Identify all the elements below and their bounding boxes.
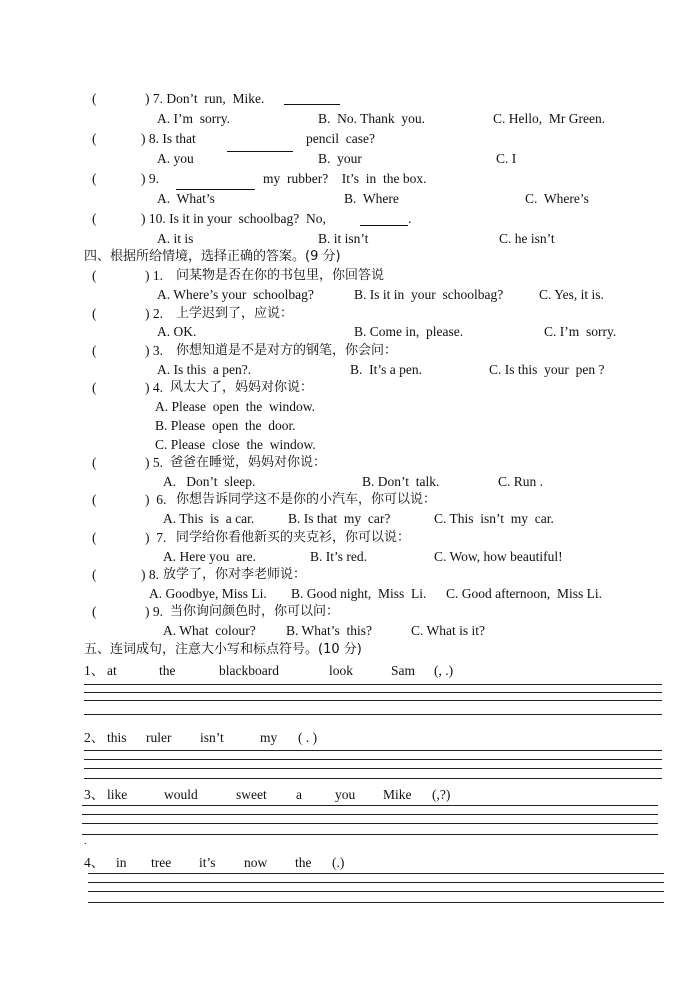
option-a: A. Where’s your schoolbag? xyxy=(157,287,314,302)
option-b: B. Is that my car? xyxy=(288,511,391,526)
answer-paren: ( xyxy=(92,211,97,226)
option-b: B. Please open the door. xyxy=(155,418,296,433)
stray-dot: . xyxy=(84,836,87,847)
option-b: B. it isn’t xyxy=(318,231,369,246)
option-b: B. Is it in your schoolbag? xyxy=(354,287,504,302)
s4-question-7-text: 同学给你看他新买的夹克衫，你可以说： xyxy=(176,530,411,545)
word: you xyxy=(335,787,356,802)
option-b: B. No. Thank you. xyxy=(318,111,425,126)
word: now xyxy=(244,855,268,870)
option-a: A. it is xyxy=(157,231,194,246)
writing-line[interactable] xyxy=(84,692,662,693)
s4-question-5-text: 爸爸在睡觉，妈妈对你说： xyxy=(170,455,327,470)
word: would xyxy=(164,787,198,802)
option-a: A. I’m sorry. xyxy=(157,111,230,126)
punctuation-hint: (,?) xyxy=(432,787,451,802)
answer-blank[interactable] xyxy=(176,188,255,190)
answer-paren: ( xyxy=(92,455,97,470)
writing-line[interactable] xyxy=(84,778,662,779)
writing-line[interactable] xyxy=(84,768,662,769)
s4-question-6-text: 你想告诉同学这不是你的小汽车，你可以说： xyxy=(176,492,437,507)
option-c: C. Yes, it is. xyxy=(539,287,604,302)
word: blackboard xyxy=(219,663,279,678)
option-a: A. What colour? xyxy=(163,623,256,638)
option-c: C. I xyxy=(496,151,517,166)
sentence-2-number: 2、 xyxy=(84,730,105,745)
word: like xyxy=(107,787,128,802)
writing-line[interactable] xyxy=(84,750,662,751)
writing-line[interactable] xyxy=(84,700,662,701)
option-a: A. Don’t sleep. xyxy=(163,474,256,489)
s4-question-4-text: 风太大了，妈妈对你说： xyxy=(170,380,314,395)
option-a: A. OK. xyxy=(157,324,197,339)
writing-line[interactable] xyxy=(88,902,664,903)
question-9: ) 9. xyxy=(141,171,159,186)
writing-line[interactable] xyxy=(88,882,664,883)
option-c: C. he isn’t xyxy=(499,231,555,246)
question-8: ) 8. Is that xyxy=(141,131,196,146)
word: at xyxy=(107,663,117,678)
word: Mike xyxy=(383,787,412,802)
sentence-3-number: 3、 xyxy=(84,787,105,802)
answer-paren: ( xyxy=(92,171,97,186)
answer-paren: ( xyxy=(92,131,97,146)
word: Sam xyxy=(391,663,416,678)
answer-paren: ( xyxy=(92,604,97,619)
option-b: B. Don’t talk. xyxy=(362,474,440,489)
answer-paren: ( xyxy=(92,567,97,582)
writing-line[interactable] xyxy=(84,684,662,685)
question-9-rest: my rubber? It’s in the box. xyxy=(263,171,427,186)
answer-paren: ( xyxy=(92,380,97,395)
sentence-1-number: 1、 xyxy=(84,663,105,678)
option-a: A. Is this a pen?. xyxy=(157,362,252,377)
writing-line[interactable] xyxy=(82,834,658,835)
writing-line[interactable] xyxy=(82,805,658,806)
word: look xyxy=(329,663,354,678)
answer-paren: ( xyxy=(92,91,97,106)
word: the xyxy=(159,663,176,678)
option-a: A. Please open the window. xyxy=(155,399,315,414)
word: in xyxy=(116,855,127,870)
s4-question-9: ) 9. xyxy=(145,604,163,619)
answer-paren: ( xyxy=(92,530,97,545)
writing-line[interactable] xyxy=(84,759,662,760)
s4-question-4: ) 4. xyxy=(145,380,163,395)
question-7: ) 7. Don’t run, Mike. xyxy=(145,91,265,106)
option-c: C. What is it? xyxy=(411,623,485,638)
option-b: B. Good night, Miss Li. xyxy=(291,586,427,601)
s4-question-1: ) 1. xyxy=(145,268,163,283)
s4-question-3-text: 你想知道是不是对方的钢笔，你会问： xyxy=(176,343,398,358)
section-4-title: 四、根据所给情境，选择正确的答案。(9 分) xyxy=(84,249,341,264)
word: my xyxy=(260,730,278,745)
word: sweet xyxy=(236,787,267,802)
word: the xyxy=(295,855,312,870)
answer-paren: ( xyxy=(92,268,97,283)
option-a: A. What’s xyxy=(157,191,215,206)
option-a: A. you xyxy=(157,151,194,166)
s4-question-1-text: 问某物是否在你的书包里，你回答说 xyxy=(176,268,385,283)
s4-question-7: ) 7. xyxy=(145,530,167,545)
s4-question-8-text: 放学了，你对李老师说： xyxy=(163,567,307,582)
option-c: C. Wow, how beautiful! xyxy=(434,549,563,564)
s4-question-6: ) 6. xyxy=(145,492,167,507)
answer-paren: ( xyxy=(92,492,97,507)
answer-paren: ( xyxy=(92,306,97,321)
option-c: C. Is this your pen ? xyxy=(489,362,605,377)
option-b: B. What’s this? xyxy=(286,623,372,638)
writing-line[interactable] xyxy=(84,714,662,715)
word: this xyxy=(107,730,127,745)
option-b: B. Where xyxy=(344,191,399,206)
punctuation-hint: ( . ) xyxy=(298,730,318,745)
answer-blank[interactable] xyxy=(227,150,293,152)
option-b: B. It’s a pen. xyxy=(350,362,422,377)
s4-question-9-text: 当你询问颜色时，你可以问： xyxy=(170,604,340,619)
s4-question-5: ) 5. xyxy=(145,455,163,470)
writing-line[interactable] xyxy=(82,814,658,815)
option-c: C. Where’s xyxy=(525,191,589,206)
option-b: B. Come in, please. xyxy=(354,324,464,339)
word: ruler xyxy=(146,730,172,745)
punctuation-hint: (.) xyxy=(332,855,345,870)
answer-blank[interactable] xyxy=(360,224,408,226)
option-a: A. Goodbye, Miss Li. xyxy=(149,586,267,601)
answer-paren: ( xyxy=(92,343,97,358)
sentence-4-number: 4、 xyxy=(84,855,105,870)
word: isn’t xyxy=(200,730,224,745)
period: . xyxy=(408,211,412,226)
word: a xyxy=(296,787,302,802)
punctuation-hint: (, .) xyxy=(434,663,454,678)
s4-question-2-text: 上学迟到了，应说： xyxy=(176,306,294,321)
option-c: C. Run . xyxy=(498,474,544,489)
word: tree xyxy=(151,855,172,870)
option-c: C. Please close the window. xyxy=(155,437,316,452)
answer-blank[interactable] xyxy=(284,103,340,105)
s4-question-8: ) 8. xyxy=(141,567,159,582)
writing-line[interactable] xyxy=(88,891,664,892)
writing-line[interactable] xyxy=(88,873,664,874)
question-8-rest: pencil case? xyxy=(306,131,375,146)
option-c: C. This isn’t my car. xyxy=(434,511,554,526)
option-b: B. It’s red. xyxy=(310,549,367,564)
option-a: A. Here you are. xyxy=(163,549,256,564)
option-c: C. Hello, Mr Green. xyxy=(493,111,606,126)
writing-line[interactable] xyxy=(82,823,658,824)
option-c: C. Good afternoon, Miss Li. xyxy=(446,586,602,601)
s4-question-2: ) 2. xyxy=(145,306,163,321)
s4-question-3: ) 3. xyxy=(145,343,163,358)
section-5-title: 五、连词成句，注意大小写和标点符号。(10 分) xyxy=(84,642,362,657)
option-c: C. I’m sorry. xyxy=(544,324,617,339)
word: it’s xyxy=(199,855,216,870)
option-b: B. your xyxy=(318,151,362,166)
option-a: A. This is a car. xyxy=(163,511,255,526)
question-10: ) 10. Is it in your schoolbag? No, xyxy=(141,211,326,226)
